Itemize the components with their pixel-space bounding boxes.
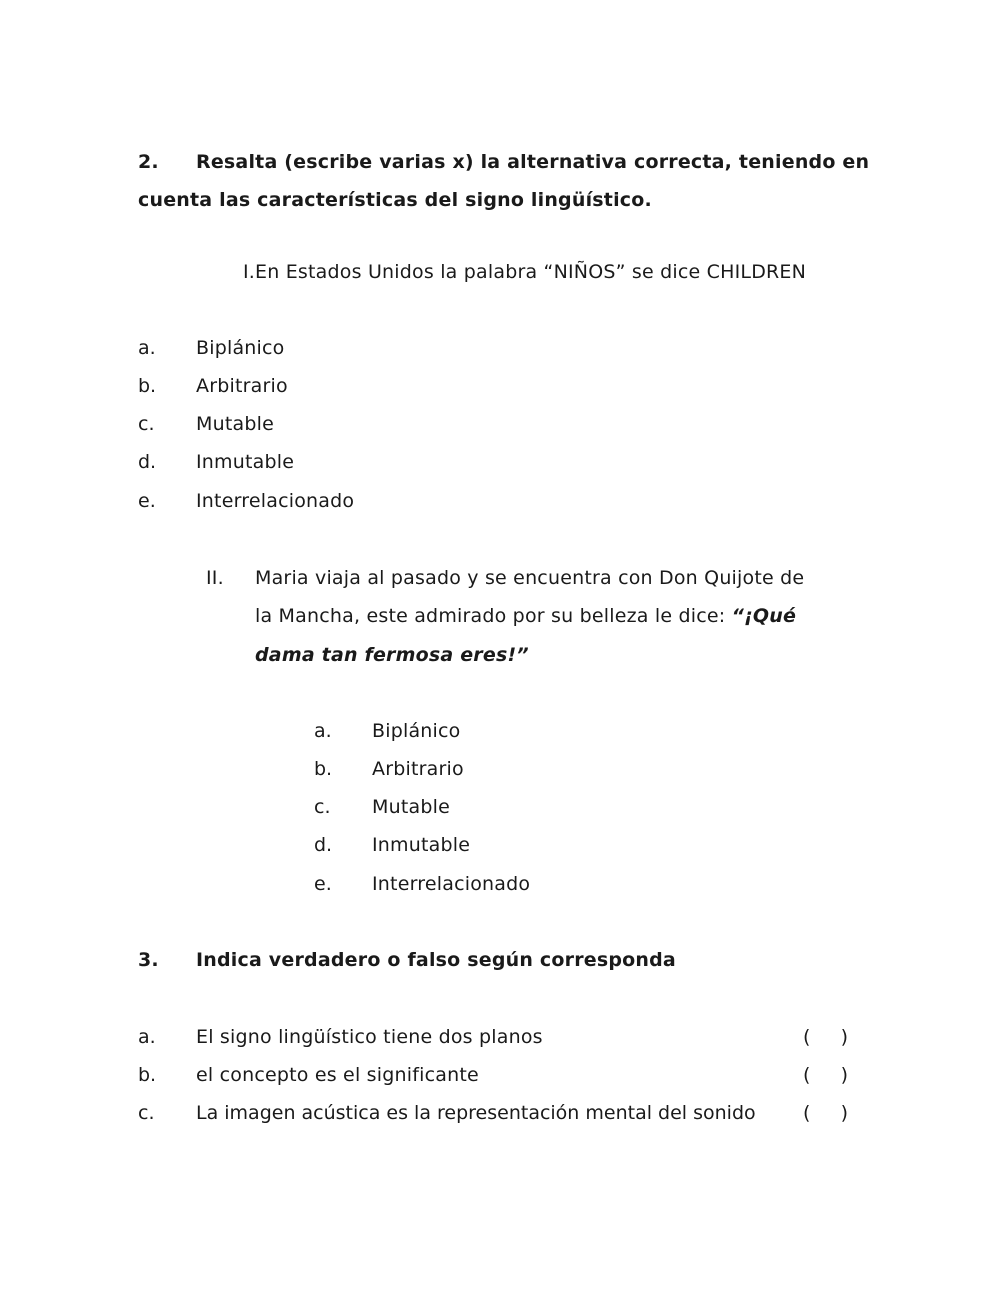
item2-quote-start: “¡Qué [731,605,797,627]
q3-answer-box-c[interactable]: ( ) [803,1102,849,1124]
q3-statement-a-letter: a. [138,1026,156,1048]
q3-statement-b: el concepto es el significante [196,1064,479,1086]
q3-statement-a: El signo lingüístico tiene dos planos [196,1026,543,1048]
q2-instruction-line2: cuenta las características del signo lingüístico. [138,189,652,211]
item1-option-d[interactable]: Inmutable [196,451,295,473]
item1-option-c-letter: c. [138,413,155,435]
item1-option-a[interactable]: Biplánico [196,337,285,359]
q3-statement-c-letter: c. [138,1102,155,1124]
item2-option-e[interactable]: Interrelacionado [372,873,531,895]
item1-option-d-letter: d. [138,451,157,473]
item2-option-d-letter: d. [314,834,333,856]
q3-title: Indica verdadero o falso según corresponda [196,949,676,971]
q2-instruction-line1: Resalta (escribe varias x) la alternativa correcta, teniendo en [196,151,870,173]
item2-prompt-line1: Maria viaja al pasado y se encuentra con Don Quijote de [255,567,805,589]
item2-option-c-letter: c. [314,796,331,818]
item2-option-b-letter: b. [314,758,333,780]
item2-quote-end: dama tan fermosa eres!” [255,644,529,666]
item2-option-b[interactable]: Arbitrario [372,758,464,780]
item2-option-c[interactable]: Mutable [372,796,450,818]
item1-option-e[interactable]: Interrelacionado [196,490,355,512]
q2-number: 2. [138,151,159,173]
item1-option-c[interactable]: Mutable [196,413,274,435]
q3-number: 3. [138,949,159,971]
item2-option-d[interactable]: Inmutable [372,834,471,856]
item2-numeral: II. [206,567,224,589]
item2-option-a-letter: a. [314,720,332,742]
item1-option-b[interactable]: Arbitrario [196,375,288,397]
item2-option-a[interactable]: Biplánico [372,720,461,742]
item2-prompt-line2 [255,597,796,635]
item1-option-e-letter: e. [138,490,156,512]
item2-option-e-letter: e. [314,873,332,895]
q3-answer-box-b[interactable]: ( ) [803,1064,849,1086]
item2-prompt-line2-plain: la Mancha, este admirado por su belleza le dice: [255,605,732,627]
q3-answer-box-a[interactable]: ( ) [803,1026,849,1048]
q3-statement-c: La imagen acústica es la representación mental del sonido [196,1102,756,1124]
item1-option-b-letter: b. [138,375,157,397]
item1-prompt: I.En Estados Unidos la palabra “NIÑOS” se dice CHILDREN [243,261,807,283]
q3-statement-b-letter: b. [138,1064,157,1086]
item1-option-a-letter: a. [138,337,156,359]
